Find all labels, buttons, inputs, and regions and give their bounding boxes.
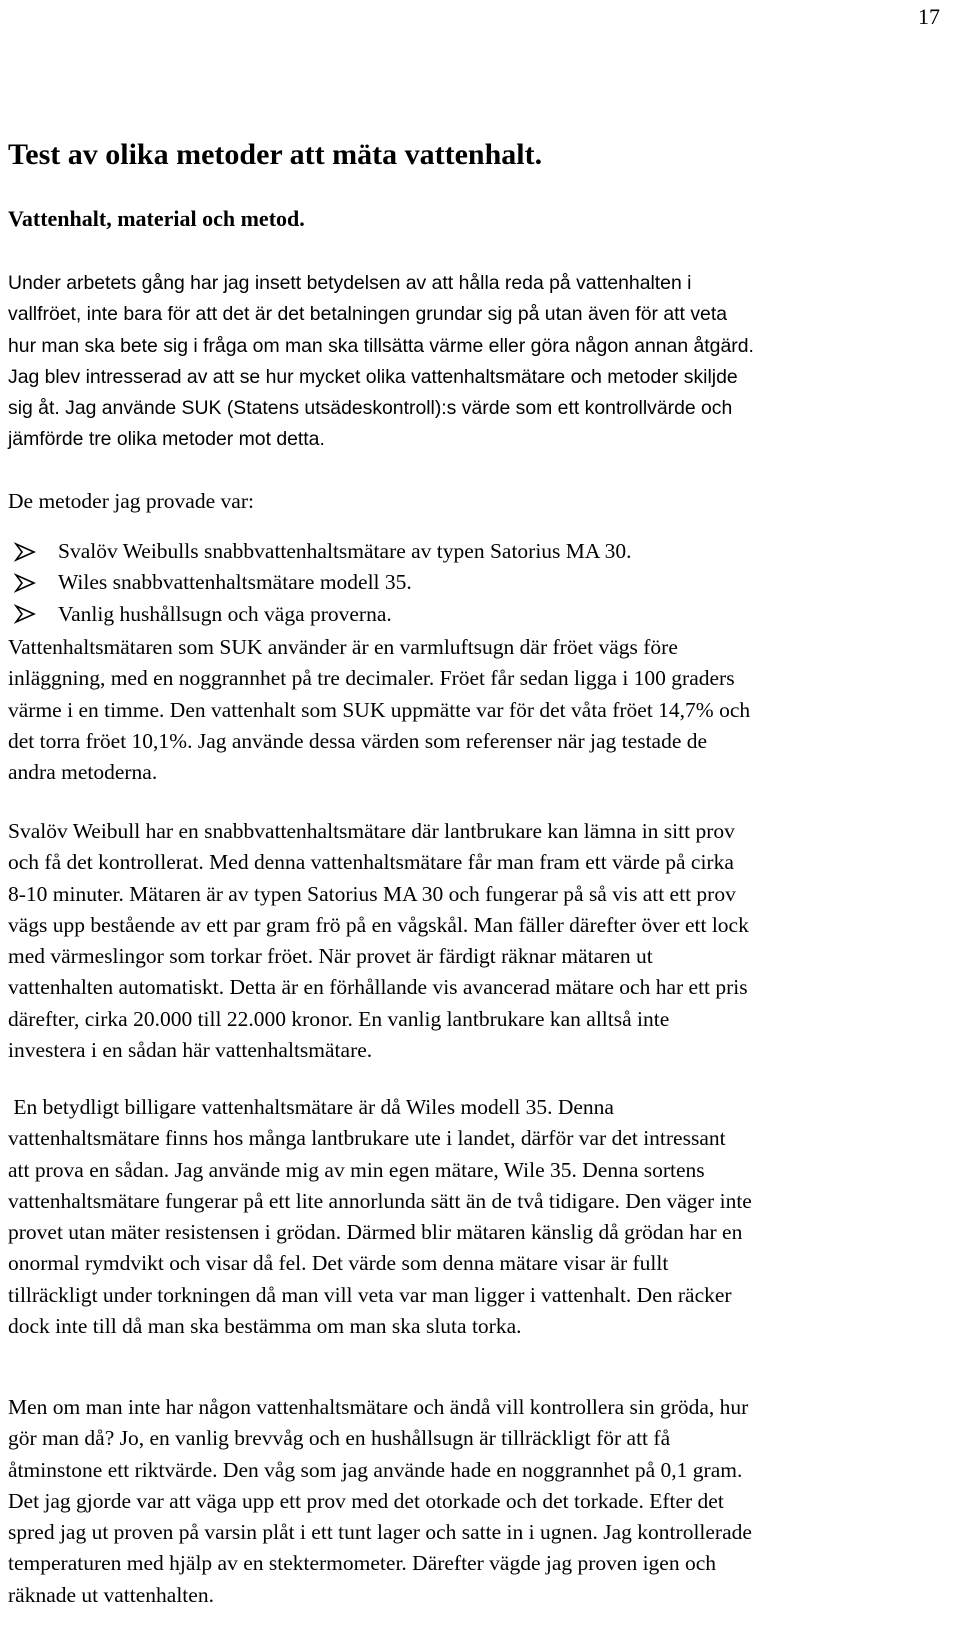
- text-line: vattenhalten automatiskt. Detta är en förhållande vis avancerad mätare och har ett pris: [8, 975, 748, 1000]
- text-line: temperaturen med hjälp av en stektermometer. Därefter vägde jag proven igen och: [8, 1551, 717, 1576]
- list-item: [8, 599, 632, 630]
- text-line: vattenhaltsmätare fungerar på ett lite annorlunda sätt än de två tidigare. Den väger inte: [8, 1188, 752, 1213]
- arrow-bullet-icon: [14, 604, 36, 624]
- text-line: åtminstone ett riktvärde. Den våg som jag använde hade en noggrannhet på 0,1 gram.: [8, 1457, 743, 1482]
- text-line: värme i en timme. Den vattenhalt som SUK uppmätte var för det våta fröet 14,7% och: [8, 697, 751, 722]
- list-item-text: Svalöv Weibulls snabbvattenhaltsmätare av typen Satorius MA 30.: [58, 539, 632, 563]
- text-line: dock inte till då man ska bestämma om man ska sluta torka.: [8, 1314, 522, 1339]
- text-line: Svalöv Weibull har en snabbvattenhaltsmätare där lantbrukare kan lämna in sitt prov: [8, 819, 735, 843]
- intro-paragraph: [8, 268, 956, 456]
- text-line: investera i en sådan här vattenhaltsmätare.: [8, 1038, 373, 1063]
- text-line: hur man ska bete sig i fråga om man ska tillsätta värme eller göra någon annan åtgärd.: [8, 334, 754, 357]
- methods-intro: [8, 486, 956, 517]
- text-line: och få det kontrollerat. Med denna vattenhaltsmätare får man fram ett värde på cirka: [8, 850, 734, 875]
- arrow-bullet-icon: [14, 573, 36, 593]
- wiles-paragraph: [8, 1092, 956, 1342]
- text-line: 8-10 minuter. Mätaren är av typen Satorius MA 30 och fungerar på så vis att ett prov: [8, 881, 736, 906]
- text-line: att prova en sådan. Jag använde mig av min egen mätare, Wile 35. Denna sortens: [8, 1157, 705, 1182]
- oven-paragraph: [8, 1392, 956, 1611]
- text-line: spred jag ut proven på varsin plåt i ett tunt lager och satte in i ugnen. Jag kontrollerade: [8, 1520, 752, 1545]
- text-line: det torra fröet 10,1%. Jag använde dessa värden som referenser när jag testade de: [8, 728, 708, 753]
- text-line: sig åt. Jag använde SUK (Statens utsädeskontroll):s värde som ett kontrollvärde och: [8, 397, 733, 420]
- text-line: vattenhaltsmätare finns hos många lantbrukare ute i landet, därför var det intressant: [8, 1126, 726, 1151]
- text-line: jämförde tre olika metoder mot detta.: [8, 428, 325, 451]
- text-line: vägs upp bestående av ett par gram frö på en vågskål. Man fäller därefter över ett lock: [8, 912, 749, 937]
- list-item-text: Vanlig hushållsugn och väga proverna.: [58, 601, 392, 626]
- text-line: Jag blev intresserad av att se hur mycket olika vattenhaltsmätare och metoder skiljde: [8, 365, 738, 388]
- arrow-bullet-icon: [14, 542, 36, 562]
- text-line: vallfröet, inte bara för att det är det betalningen grundar sig på utan även för att veta: [8, 303, 727, 326]
- svalov-paragraph: [8, 816, 956, 1066]
- text-line: räknade ut vattenhalten.: [8, 1582, 214, 1607]
- text-line: gör man då? Jo, en vanlig brevvåg och en hushållsugn är tillräckligt för att få: [8, 1426, 671, 1451]
- text-line: De metoder jag provade var:: [8, 489, 254, 513]
- methods-list: [8, 536, 632, 630]
- text-line: En betydligt billigare vattenhaltsmätare är då Wiles modell 35. Denna: [8, 1095, 614, 1119]
- text-line: med värmeslingor som torkar fröet. När provet är färdigt räknar mätaren ut: [8, 944, 653, 969]
- section-heading: Vattenhalt, material och metod.: [8, 206, 305, 231]
- text-line: därefter, cirka 20.000 till 22.000 kronor. En vanlig lantbrukare kan alltså inte: [8, 1006, 670, 1031]
- text-line: provet utan mäter resistensen i grödan. Därmed blir mätaren känslig då grödan har en: [8, 1220, 743, 1245]
- list-item: [8, 567, 632, 598]
- page-number: 17: [918, 4, 940, 29]
- suk-paragraph: [8, 632, 956, 788]
- text-line: inläggning, med en noggrannhet på tre decimaler. Fröet får sedan ligga i 100 graders: [8, 666, 735, 691]
- text-line: Under arbetets gång har jag insett betydelsen av att hålla reda på vattenhalten i: [8, 272, 692, 294]
- document-title: Test av olika metoder att mäta vattenhalt.: [8, 138, 543, 171]
- text-line: Vattenhaltsmätaren som SUK använder är en varmluftsugn där fröet vägs före: [8, 635, 678, 659]
- text-line: andra metoderna.: [8, 760, 158, 785]
- text-line: tillräckligt under torkningen då man vill veta var man ligger i vattenhalt. Den räcker: [8, 1282, 732, 1307]
- text-line: Det jag gjorde var att väga upp ett prov med det otorkade och det torkade. Efter det: [8, 1488, 724, 1513]
- text-line: onormal rymdvikt och visar då fel. Det värde som denna mätare visar är fullt: [8, 1251, 669, 1276]
- list-item: [8, 536, 632, 567]
- text-line: Men om man inte har någon vattenhaltsmätare och ändå vill kontrollera sin gröda, hur: [8, 1395, 749, 1419]
- list-item-text: Wiles snabbvattenhaltsmätare modell 35.: [58, 570, 412, 595]
